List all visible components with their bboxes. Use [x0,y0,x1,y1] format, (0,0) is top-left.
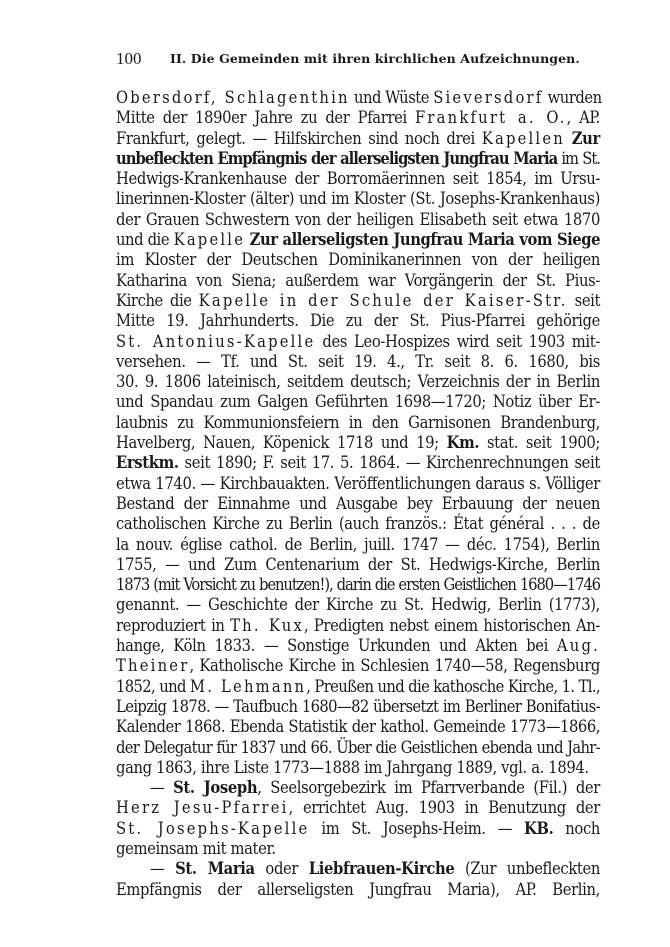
text-segment: , Katholische Kirche in Schlesien 1740—58, Regensburg [189,656,600,676]
spaced-text: Th. Kux [230,615,305,635]
text-segment: — [150,859,176,879]
text-line [116,798,600,818]
bold-text: St. Maria [175,859,255,879]
text-segment: Kirche die [116,290,199,310]
text-segment: im St. [557,148,600,168]
spaced-text: St. Josephs-Kapelle [116,818,310,838]
running-header [116,48,600,70]
text-segment: Bestand der Einnahme und Ausgabe bey Erbauung der neuen [116,493,600,513]
text-line [116,474,600,494]
text-line [116,616,600,636]
bold-text: Erstkm. [116,453,179,473]
text-line [116,108,600,128]
bold-text: Zur allerseligsten Jungfrau Maria vom Siege [249,230,600,250]
text-line [116,697,600,717]
spaced-text: Theiner [116,656,190,676]
text-segment: Hedwigs-Krankenhause der Borromäerinnen seit 1854, im Ursu- [116,169,600,189]
text-line [116,677,600,697]
text-segment: Leipzig 1878. — Taufbuch 1680—82 übersetzt im Berliner Bonifatius- [116,696,600,716]
text-line [116,717,600,737]
text-line [116,413,600,433]
spaced-text: Sieversdorf [433,88,544,107]
text-segment: hange, Köln 1833. — Sonstige Urkunden und Akten bei [116,636,557,656]
text-segment: oder [254,859,309,879]
text-segment: gang 1863, ihre Liste 1773—1888 im Jahrgang 1889, vgl. a. 1894. [116,757,589,777]
text-line [116,656,600,676]
text-line [116,88,600,108]
spaced-text: Aug. [556,636,600,656]
text-segment: Kalender 1868. Ebenda Statistik der kathol. Gemeinde 1773—1866, [116,717,600,737]
text-segment: linerinnen-Kloster (älter) und im Kloster (St. Josephs-Krankenhaus) [116,189,600,209]
text-segment: seit [567,290,600,310]
text-line [116,271,600,291]
text-line [116,758,600,778]
text-line [116,129,600,149]
text-segment: seit 1890; F. seit 17. 5. 1864. — Kirchenrechnungen seit [178,453,600,473]
text-line [116,392,600,412]
text-segment: des Leo-Hospizes wird seit 1903 mit- [315,331,600,351]
text-segment: und Spandau zum Galgen Geführten 1698—1720; Notiz über Er- [116,392,600,412]
spaced-text: Kapelle [173,230,246,250]
text-line [116,291,600,311]
text-line [116,535,600,555]
text-segment: — [150,778,174,798]
text-line [116,738,600,758]
text-segment: der Grauen Schwestern von der heiligen Elisabeth seit etwa 1870 [116,209,600,229]
text-line [116,332,600,352]
text-line [116,372,600,392]
body-text [116,88,600,900]
bold-text: Liebfrauen-Kirche [308,859,455,879]
text-segment: der Delegatur für 1837 und 66. Über die Geistlichen ebenda und Jahr- [116,737,600,757]
text-segment: catholischen Kirche zu Berlin (auch französ.: État général . . . de [116,514,600,534]
text-segment: 1755, — und Zum Centenarium der St. Hedwigs-Kirche, Berlin [116,554,600,574]
text-line [116,595,600,615]
text-segment: 30. 9. 1806 lateinisch, seitdem deutsch; Verzeichnis der in Berlin [116,372,600,392]
spaced-text: Herz Jesu-Pfarrei [116,798,289,818]
spaced-text: Kapelle in der Schule der Kaiser-Str. [198,290,568,310]
bold-text: unbefleckten Empfängnis der allerseligsten Jungfrau Maria [116,148,558,168]
text-line [116,230,600,250]
text-segment: Havelberg, Nauen, Köpenick 1718 und 19; [116,433,447,453]
text-segment: und Wüste [349,88,434,107]
text-segment: noch [553,818,600,838]
text-line [116,839,600,859]
text-line [116,149,600,169]
text-segment [565,129,572,148]
text-segment: Empfängnis der allerseligsten Jungfrau Maria), AP. Berlin, [116,879,600,899]
bold-text: Km. [446,433,480,453]
text-line [116,575,600,595]
text-segment: reproduziert in [116,615,231,635]
running-title: II. Die Gemeinden mit ihren kirchlichen Aufzeichnungen. [170,51,580,66]
text-line [116,250,600,270]
text-segment: Katharina von Siena; außerdem war Vorgängerin der St. Pius- [116,270,600,290]
text-segment: , AP. [566,108,600,128]
text-segment: , Seelsorgebezirk im Pfarrverbande (Fil.) der [257,778,600,798]
text-segment: gemeinsam mit mater. [116,838,276,858]
text-line [116,859,600,879]
spaced-text: Kapellen [481,128,565,148]
text-segment: etwa 1740. — Kirchbauakten. Veröffentlichungen daraus s. Völliger [116,473,600,493]
spaced-text: Frankfurt a. O. [415,108,567,128]
text-line [116,880,600,900]
text-line [116,189,600,209]
bold-text: Zur [571,128,600,148]
page-number: 100 [116,49,142,68]
text-line [116,311,600,331]
text-segment: , errichtet Aug. 1903 in Benutzung der [288,798,600,818]
text-segment: laubnis zu Kommunionsfeiern in den Garnisonen Brandenburg, [116,412,600,432]
text-segment: im Kloster der Deutschen Dominikanerinnen von der heiligen [116,250,600,270]
text-segment: 1873 (mit Vorsicht zu benutzen!), darin die ersten Geistlichen 1680—1746 [116,575,600,595]
text-line [116,778,600,798]
text-segment: Mitte der 1890er Jahre zu der Pfarrei [116,108,415,128]
bold-text: KB. [523,818,554,838]
spaced-text: Obersdorf, [116,88,225,107]
text-line [116,819,600,839]
text-line [116,352,600,372]
text-line [116,453,600,473]
text-line [116,514,600,534]
text-segment: (Zur unbefleckten [454,859,600,879]
text-line [116,210,600,230]
text-segment: und die [116,230,174,250]
text-segment: im St. Josephs-Heim. — [309,818,524,838]
bold-text: St. Joseph [173,778,258,798]
text-segment: la nouv. église cathol. de Berlin, juill. 1747 — déc. 1754), Berlin [116,534,600,554]
text-segment: Frankfurt, gelegt. — Hilfskirchen sind noch drei [116,128,482,148]
text-segment: Mitte 19. Jahrhunderts. Die zu der St. Pius-Pfarrei gehörige [116,311,600,331]
spaced-text: St. Antonius-Kapelle [116,331,316,351]
text-line [116,433,600,453]
text-segment: versehen. — Tf. und St. seit 19. 4., Tr. seit 8. 6. 1680, bis [116,351,600,371]
text-segment: , Preußen und die kathosche Kirche, 1. Tl., [306,676,600,696]
text-segment: , Predigten nebst einem historischen An- [304,615,600,635]
text-line [116,636,600,656]
book-page [116,48,600,900]
spaced-text: Schlagenthin [224,88,350,107]
text-segment: stat. seit 1900; [479,433,600,453]
text-line [116,169,600,189]
spaced-text: M. Lehmann [189,676,307,696]
text-line [116,555,600,575]
text-segment: 1852, und [116,676,190,696]
text-segment: wurden [543,88,602,107]
text-segment: genannt. — Geschichte der Kirche zu St. Hedwig, Berlin (1773), [116,595,600,615]
text-line [116,494,600,514]
